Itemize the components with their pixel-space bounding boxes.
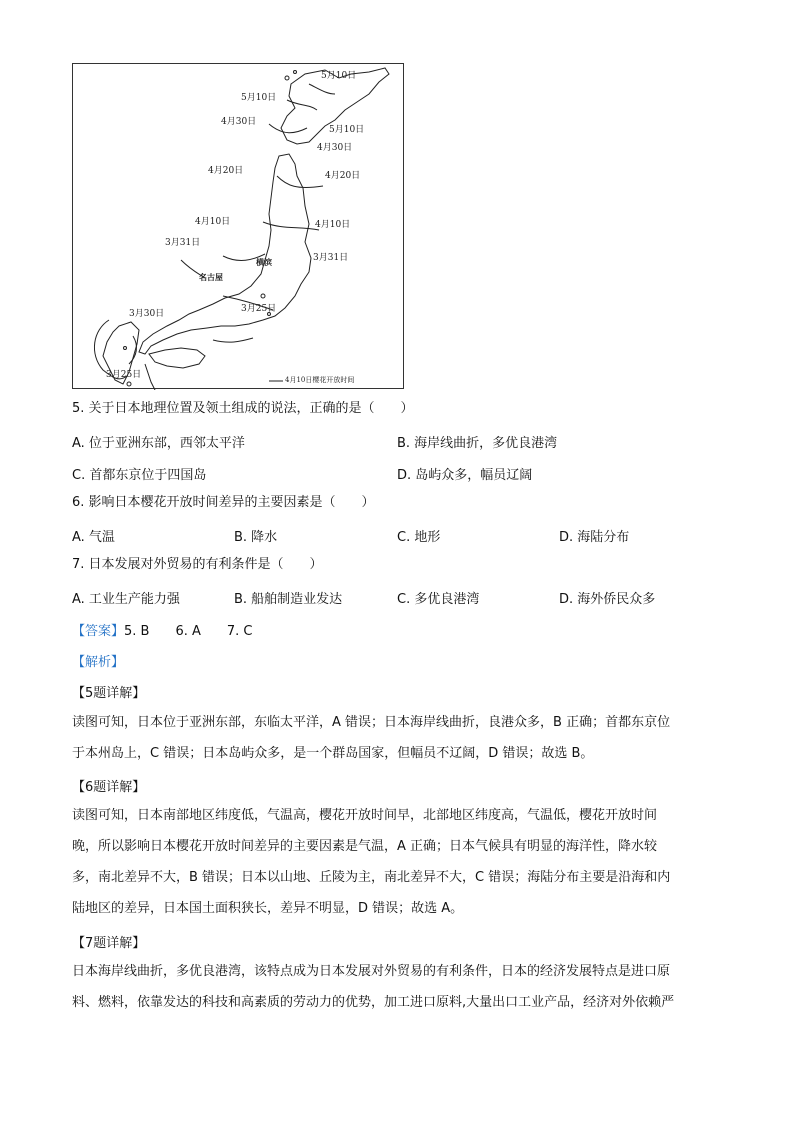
map-drawing xyxy=(73,64,405,390)
shikoku-outline xyxy=(149,348,205,368)
question-5-option-d: D. 岛屿众多，幅员辽阔 xyxy=(397,468,533,483)
detail-5-body xyxy=(72,707,724,769)
detail-6-title: 【6题详解】 xyxy=(72,780,146,795)
detail-line: 陆地区的差异，日本国土面积狭长，差异不明显，D 错误；故选 A。 xyxy=(72,901,464,916)
question-7-stem: 7. 日本发展对外贸易的有利条件是（ ） xyxy=(72,557,323,572)
answer-label: 【答案】 xyxy=(72,624,125,639)
analysis-label: 【解析】 xyxy=(72,655,125,670)
japan-cherry-blossom-map xyxy=(72,63,404,389)
question-5-stem: 5. 关于日本地理位置及领土组成的说法，正确的是（ ） xyxy=(72,401,414,416)
question-5-option-c: C. 首都东京位于四国岛 xyxy=(72,468,207,483)
isochrone-label: 5月10日 xyxy=(321,71,357,81)
detail-5-title: 【5题详解】 xyxy=(72,686,146,701)
isochrone-label: 4月10日 xyxy=(315,220,351,230)
city-label-nagoya: 名古屋 xyxy=(199,273,223,282)
detail-line: 料、燃料，依靠发达的科技和高素质的劳动力的优势，加工进口原料,大量出口工业产品，经济对外依赖严 xyxy=(72,995,675,1010)
isochrone-label: 4月20日 xyxy=(325,171,361,181)
isochrone-label: 3月25日 xyxy=(106,370,142,380)
question-6-option-c: C. 地形 xyxy=(397,530,441,545)
detail-7-body xyxy=(72,956,724,1018)
isochrone-label: 3月25日 xyxy=(241,304,277,314)
map-legend: 4月10日樱花开放时间 xyxy=(285,376,355,384)
question-7-option-d: D. 海外侨民众多 xyxy=(559,592,656,607)
isochrone-label: 3月31日 xyxy=(165,238,201,248)
question-6-option-b: B. 降水 xyxy=(234,530,278,545)
answer-line xyxy=(72,620,253,639)
question-5-option-a: A. 位于亚洲东部，西邻太平洋 xyxy=(72,436,245,451)
detail-line: 读图可知，日本南部地区纬度低，气温高，樱花开放时间早，北部地区纬度高，气温低，樱花开放时间 xyxy=(72,808,658,823)
detail-6-body xyxy=(72,800,724,924)
isochrone-label: 4月20日 xyxy=(208,166,244,176)
detail-line: 日本海岸线曲折，多优良港湾，该特点成为日本发展对外贸易的有利条件，日本的经济发展特点是进口原 xyxy=(72,964,671,979)
question-6-stem: 6. 影响日本樱花开放时间差异的主要因素是（ ） xyxy=(72,495,375,510)
detail-line: 读图可知，日本位于亚洲东部，东临太平洋，A 错误；日本海岸线曲折，良港众多，B 正确；首都东京位 xyxy=(72,715,671,730)
detail-7-title: 【7题详解】 xyxy=(72,936,146,951)
detail-line: 于本州岛上，C 错误；日本岛屿众多，是一个群岛国家，但幅员不辽阔，D 错误；故选 B。 xyxy=(72,746,594,761)
honshu-outline xyxy=(139,154,311,354)
isochrone-label: 3月31日 xyxy=(313,253,349,263)
question-7-option-b: B. 船舶制造业发达 xyxy=(234,592,343,607)
city-label-yokohama: 横滨 xyxy=(256,258,272,267)
question-5-option-b: B. 海岸线曲折，多优良港湾 xyxy=(397,436,558,451)
isochrone-label: 5月10日 xyxy=(241,93,277,103)
detail-line: 多，南北差异不大，B 错误；日本以山地、丘陵为主，南北差异不大，C 错误；海陆分布主要是沿海和内 xyxy=(72,870,671,885)
isochrone-label: 5月10日 xyxy=(329,125,365,135)
question-6-option-a: A. 气温 xyxy=(72,530,115,545)
question-6-option-d: D. 海陆分布 xyxy=(559,530,630,545)
isochrone-label: 4月30日 xyxy=(317,143,353,153)
isochrone-label: 3月30日 xyxy=(129,309,165,319)
answer-text: 5. B 6. A 7. C xyxy=(124,624,253,639)
detail-line: 晚，所以影响日本樱花开放时间差异的主要因素是气温，A 正确；日本气候具有明显的海洋性，降水较 xyxy=(72,839,658,854)
isochrone-label: 4月30日 xyxy=(221,117,257,127)
question-7-option-a: A. 工业生产能力强 xyxy=(72,592,180,607)
question-7-option-c: C. 多优良港湾 xyxy=(397,592,480,607)
isochrone-label: 4月10日 xyxy=(195,217,231,227)
